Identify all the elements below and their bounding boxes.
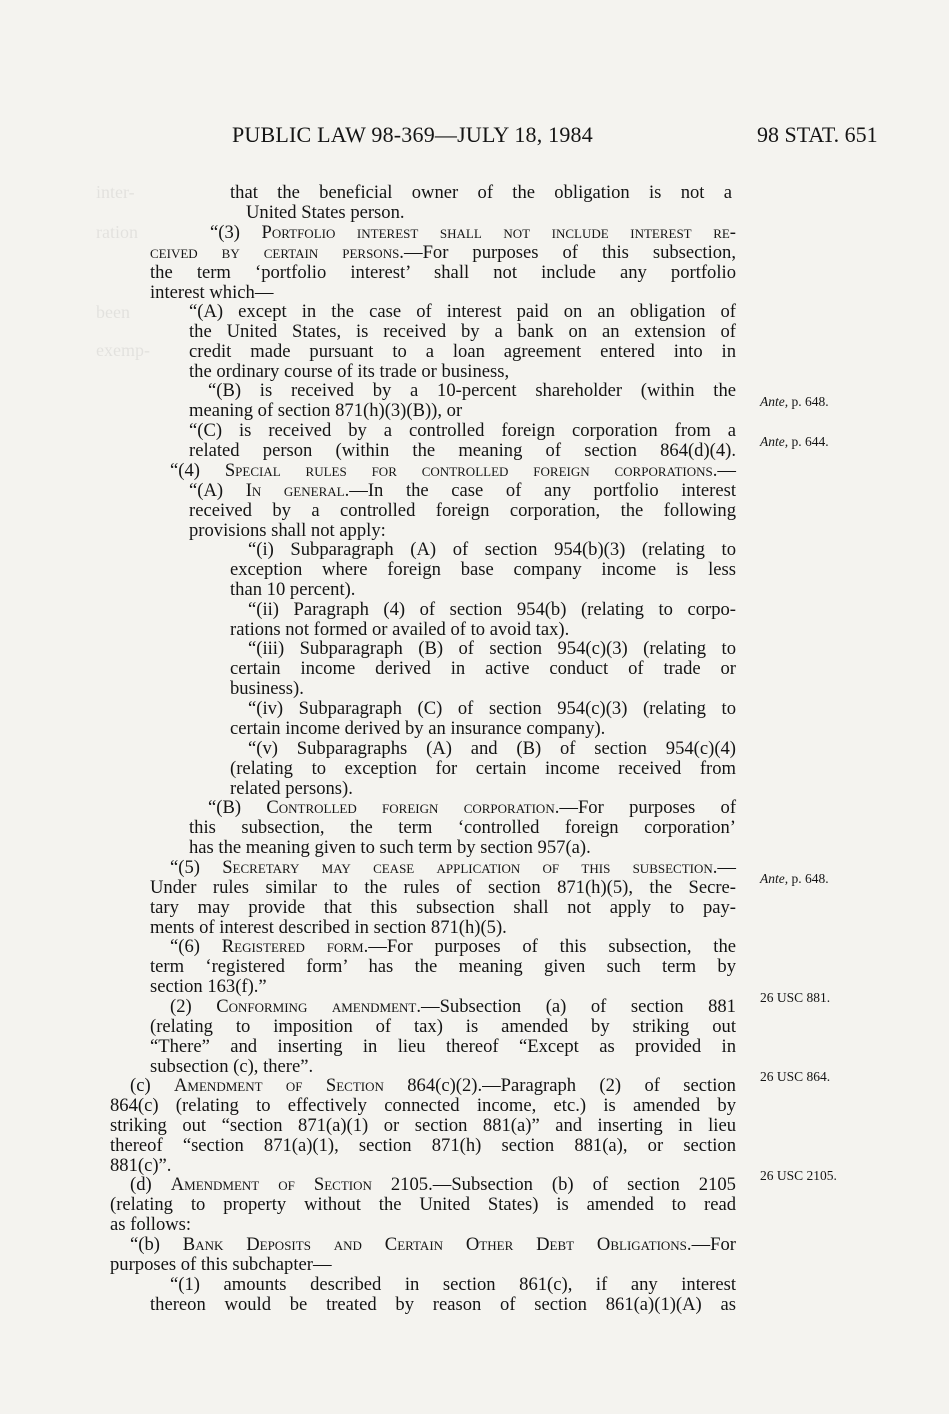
text-line: “(iii) Subparagraph (B) of section 954(c)(3) (relating to <box>248 638 736 659</box>
text-line: certain income derived in active conduct of trade or <box>230 658 736 679</box>
heading-small-caps: Portfolio interest shall not include interest re- <box>261 222 736 243</box>
text-line: term ‘registered form’ has the meaning given such term by <box>150 956 736 977</box>
text-line: than 10 percent). <box>230 579 356 600</box>
text-line: “(iv) Subparagraph (C) of section 954(c)(3) (relating to <box>248 698 736 719</box>
margin-citation: 26 USC 881. <box>760 990 831 1005</box>
text-line: United States person. <box>246 202 405 223</box>
heading-small-caps: Amendment of Section <box>170 1174 372 1195</box>
page-header <box>0 122 949 152</box>
heading-small-caps: Bank Deposits and Certain Other Debt Obligations. <box>182 1234 692 1255</box>
text-line: subsection (c), there”. <box>150 1056 314 1077</box>
text-line: tary may provide that this subsection shall not apply to pay- <box>150 897 736 918</box>
text-line: the United States, is received by a bank on an extension of <box>189 321 736 342</box>
text-line: section 163(f).” <box>150 976 267 997</box>
text-line: 881(c)”. <box>110 1155 172 1176</box>
text-line: meaning of section 871(h)(3)(B)), or <box>189 400 463 421</box>
text-line: that the beneficial owner of the obligation is not a <box>230 182 732 203</box>
text-line: ments of interest described in section 871(h)(5). <box>150 917 507 938</box>
text-line: (d) Amendment of Section 2105.—Subsection (b) of section 2105 <box>130 1174 736 1195</box>
text-line: 864(c) (relating to effectively connected income, etc.) is amended by <box>110 1095 736 1116</box>
text-line: purposes of this subchapter— <box>110 1254 332 1275</box>
header-title: PUBLIC LAW 98-369—JULY 18, 1984 <box>232 122 593 147</box>
header-stat-page: 98 STAT. 651 <box>757 122 878 147</box>
heading-small-caps: Conforming amendment. <box>216 996 421 1017</box>
text-line: “There” and inserting in lieu thereof “Except as provided in <box>150 1036 736 1057</box>
text-line: (relating to property without the United States) is amended to read <box>110 1194 736 1215</box>
text-line: “(C) is received by a controlled foreign corporation from a <box>189 420 736 441</box>
text-line: “(5) Secretary may cease application of this subsection.— <box>170 857 736 878</box>
heading-small-caps: Controlled foreign corporation. <box>266 797 560 818</box>
text-line: “(b) Bank Deposits and Certain Other Debt Obligations.—For <box>130 1234 736 1255</box>
text-line: “(4) Special rules for controlled foreign corporations.— <box>170 460 736 481</box>
text-line: business). <box>230 678 304 699</box>
bleed-through: inter- <box>96 182 135 202</box>
heading-small-caps: Amendment of Section <box>174 1075 384 1096</box>
text-line: interest which— <box>150 282 274 303</box>
text-line: certain income derived by an insurance company). <box>230 718 606 739</box>
text-line: as follows: <box>110 1214 192 1235</box>
text-line: (relating to exception for certain income received from <box>230 758 736 779</box>
text-line: “(A) In general.—In the case of any portfolio interest <box>189 480 736 501</box>
margin-citation: Ante, p. 648. <box>760 394 829 409</box>
text-line: the term ‘portfolio interest’ shall not include any portfolio <box>150 262 736 283</box>
text-line: “(A) except in the case of interest paid on an obligation of <box>189 301 736 322</box>
text-line: (relating to imposition of tax) is amended by striking out <box>150 1016 736 1037</box>
text-line: “(1) amounts described in section 861(c), if any interest <box>170 1274 736 1295</box>
bleed-through: been <box>96 302 130 322</box>
text-line: exception where foreign base company income is less <box>230 559 736 580</box>
text-line: (c) Amendment of Section 864(c)(2).—Paragraph (2) of section <box>130 1075 736 1096</box>
text-line: rations not formed or availed of to avoid tax). <box>230 619 570 640</box>
heading-small-caps: In general. <box>245 480 350 501</box>
heading-small-caps: ceived by certain persons. <box>150 242 404 263</box>
text-line: “(v) Subparagraphs (A) and (B) of section 954(c)(4) <box>248 738 736 759</box>
margin-citation: 26 USC 2105. <box>760 1168 837 1183</box>
text-line: striking out “section 871(a)(1) or section 881(a)” and inserting in lieu <box>110 1115 736 1136</box>
text-line: “(3) Portfolio interest shall not include interest re- <box>210 222 736 243</box>
text-line: related persons). <box>230 778 353 799</box>
text-line: credit made pursuant to a loan agreement entered into in <box>189 341 736 362</box>
text-line: thereof “section 871(a)(1), section 871(h) section 881(a), or section <box>110 1135 736 1156</box>
bleed-through: ration <box>96 222 138 242</box>
text-line: Under rules similar to the rules of section 871(h)(5), the Secre- <box>150 877 736 898</box>
text-line: the ordinary course of its trade or business, <box>189 361 510 382</box>
text-line: “(6) Registered form.—For purposes of this subsection, the <box>170 936 736 957</box>
text-line: (2) Conforming amendment.—Subsection (a) of section 881 <box>170 996 736 1017</box>
text-line: ceived by certain persons.—For purposes of this subsection, <box>150 242 736 263</box>
heading-small-caps: Secretary may cease application of this subsection. <box>222 857 718 878</box>
margin-citation: Ante, p. 648. <box>760 871 829 886</box>
text-line: has the meaning given to such term by section 957(a). <box>189 837 591 858</box>
text-line: “(ii) Paragraph (4) of section 954(b) (relating to corpo- <box>248 599 736 620</box>
bleed-through: exemp- <box>96 340 150 360</box>
text-line: related person (within the meaning of section 864(d)(4). <box>189 440 736 461</box>
text-line: provisions shall not apply: <box>189 520 386 541</box>
margin-citation: Ante, p. 644. <box>760 434 829 449</box>
text-line: “(B) is received by a 10-percent shareholder (within the <box>208 380 736 401</box>
heading-small-caps: Registered form. <box>221 936 369 957</box>
text-line: received by a controlled foreign corporation, the following <box>189 500 736 521</box>
text-line: “(B) Controlled foreign corporation.—For purposes of <box>208 797 737 818</box>
heading-small-caps: Special rules for controlled foreign corporations. <box>224 460 718 481</box>
text-line: “(i) Subparagraph (A) of section 954(b)(3) (relating to <box>248 539 736 560</box>
text-line: thereon would be treated by reason of section 861(a)(1)(A) as <box>150 1294 736 1315</box>
text-line: this subsection, the term ‘controlled foreign corporation’ <box>189 817 736 838</box>
margin-citation: 26 USC 864. <box>760 1069 831 1084</box>
